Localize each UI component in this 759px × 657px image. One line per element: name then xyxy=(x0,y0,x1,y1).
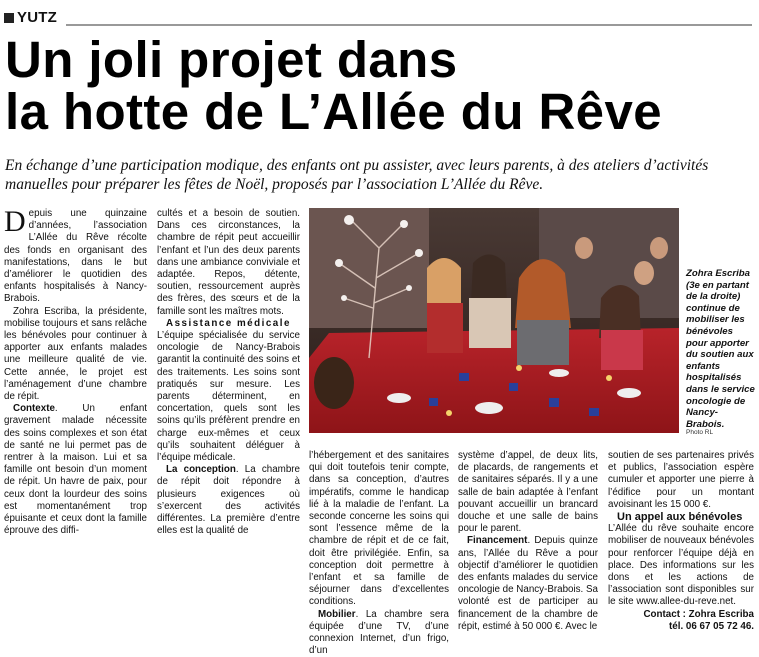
paragraph xyxy=(157,464,300,537)
subheading: Un appel aux bénévoles xyxy=(617,511,743,524)
paragraph xyxy=(309,609,449,657)
photo-credit: Photo RL xyxy=(686,429,714,436)
keyword: Financement xyxy=(467,535,528,547)
paragraph: L’équipe spécialisée du service oncologie de Nancy-Brabois garantit la continuité des soins et des traitements. Les soins sont pratiqués sur mesure. Les parents déterminent, en concertation, quels sont les soins qu’ils préfèrent prendre en charge eux-mêmes et ceux qu’ils souhaitent déléguer à l’équipe médicale. xyxy=(157,330,300,464)
keyword: Contexte xyxy=(13,403,55,415)
article-column-4 xyxy=(458,450,598,633)
article-column-2 xyxy=(157,208,300,537)
paragraph xyxy=(4,403,147,537)
section-name: YUTZ xyxy=(17,9,57,26)
section-header xyxy=(4,10,752,27)
paragraph: cultés et a besoin de soutien. Dans ces circonstances, la chambre de répit peut accueillir l’enfant et l’un des deux parents dans une ambiance conviviale et adaptée. Repos, détente, soutien, ressourcement auprès des frères, des sœurs et de la famille sont les maîtres mots. xyxy=(157,208,300,317)
standfirst: En échange d’une participation modique, des enfants ont pu assister, avec leurs parents, à des ateliers d’activités manuelles pour préparer les fêtes de Noël, proposés par l’association L’Allée du Rêve. xyxy=(5,157,709,193)
section-rule xyxy=(66,24,752,26)
paragraph: Zohra Escriba, la présidente, mobilise toujours et sans relâche les bénévoles pour continuer à apporter aux enfants malades une meilleure qualité de vie. Cette année, le projet est l’aménagement d’une chambre de répit. xyxy=(4,305,147,403)
article-column-5 xyxy=(608,450,754,633)
workshop-photo-illustration xyxy=(309,208,679,433)
photo-caption: Zohra Escriba (3e en partant de la droite) continue de mobiliser les bénévoles pour apporter du soutien aux enfants hospitalisés dans le service oncologie de Nancy-Brabois. xyxy=(686,268,755,430)
subheading: Assistance médicale xyxy=(166,317,291,329)
keyword: La conception xyxy=(166,464,236,476)
paragraph: système d’appel, de deux lits, de placards, de rangements et de sanitaires séparés. Il y a une salle de bain adaptée à l’enfant pouvant accueillir un brancard douche et une salle de bains pour le parent. xyxy=(458,450,598,535)
keyword: Mobilier xyxy=(318,608,356,620)
paragraph-text: . La chambre sera équipée d’une TV, d’une connexion Internet, d’un frigo, d’un xyxy=(309,608,449,657)
section-marker xyxy=(4,13,14,23)
paragraph xyxy=(4,205,147,306)
headline xyxy=(5,31,755,140)
headline-line-2: la hotte de L’Allée du Rêve xyxy=(5,83,662,140)
paragraph: l’hébergement et des sanitaires qui doit toutefois tenir compte, dans sa conception, d’autres impératifs, comme le handicap lié à la maladie de l’enfant. La seconde concerne les soins qui sont l’essence même de la chambre de répit et de ce fait, doit être privilégiée. Enfin, sa conception doit permettre à l’enfant et sa famille de séjourner dans d’excellentes conditions. xyxy=(309,450,449,608)
article-column-3 xyxy=(309,450,449,657)
paragraph-text: . Un enfant gravement malade nécessite des soins complexes et son état de santé ne lui permet pas de rentrer à la maison. Lui et sa famille ont besoin d’un moment de répit. Un havre de paix, pour ceux dont la lourdeur des soins est momentanément trop épuisante et ceux dont la famille éprouve des diffi- xyxy=(4,403,147,537)
article-column-1 xyxy=(4,205,147,537)
paragraph: L’Allée du rêve souhaite encore mobiliser de nouveaux bénévoles pour renforcer l’équipe déjà en place. Des informations sur les dons et les actions de l’association sont disponibles sur le site www.allee-du-reve.net. xyxy=(608,523,754,608)
paragraph: soutien de ses partenaires privés et publics, l’association espère cumuler et apporter une pierre à l’édifice pour un montant avoisinant les 15 000 €. xyxy=(608,450,754,510)
headline-line-1: Un joli projet dans xyxy=(5,31,458,88)
drop-cap: D xyxy=(4,205,26,238)
paragraph-text: . La chambre de répit doit répondre à plusieurs exigences où s’exercent des activités différentes. La première d’entre elles est la qualité de xyxy=(157,464,300,537)
paragraph-text: . Depuis quinze ans, l’Allée du Rêve a pour objectif d’améliorer le quotidien des enfants malades du service oncologie de Nancy-Brabois. Sa volonté est de participer au financement de la chambre de répit, estimé à 50 000 €. Avec le xyxy=(458,535,598,632)
contact-phone: tél. 06 67 05 72 46. xyxy=(669,620,754,632)
contact-name: Contact : Zohra Escriba xyxy=(643,608,754,620)
intro-text: epuis une quinzaine d’années, l’association L’Allée du Rêve récolte des fonds en organisant des manifestations, dans le but d’améliorer le quotidien des enfants hospitalisés à Nancy-Brabois. xyxy=(4,208,147,305)
paragraph xyxy=(458,535,598,633)
article-photo xyxy=(309,208,679,433)
